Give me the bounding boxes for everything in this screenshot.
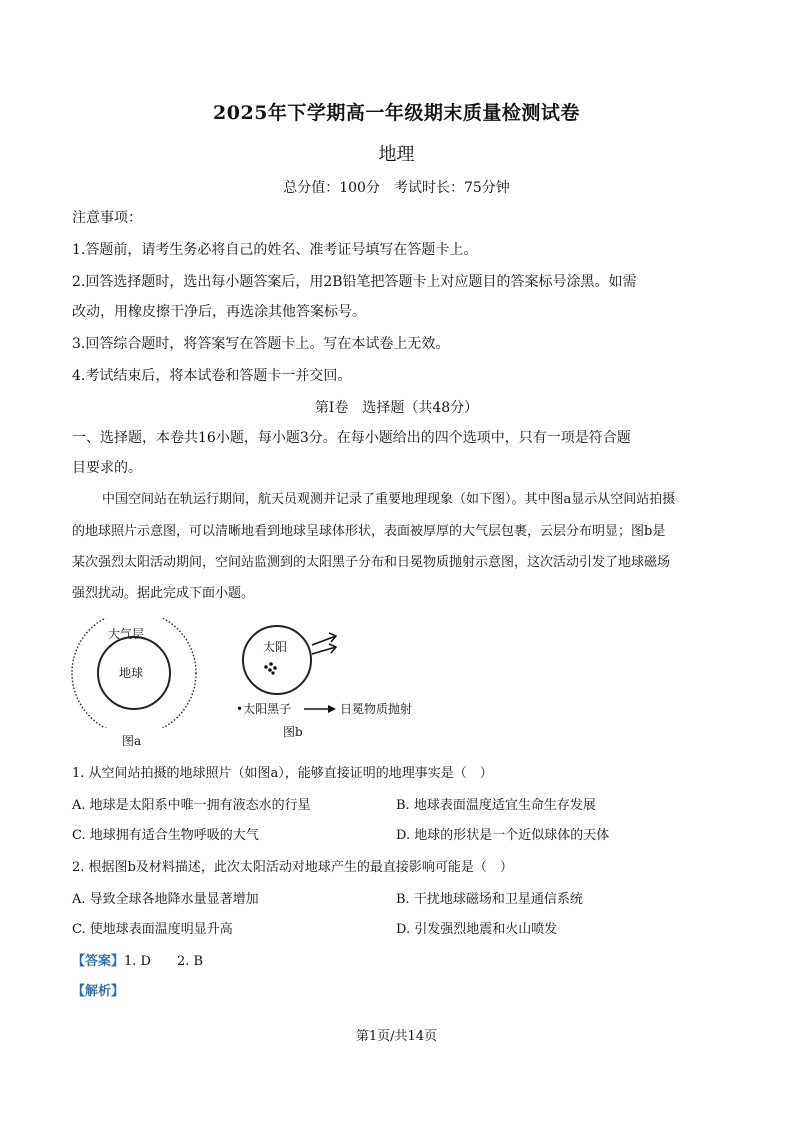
sun-label: 太阳 — [263, 640, 288, 654]
cme-arrows — [312, 633, 336, 654]
notice-item-1: 1.答题前，请考生务必将自己的姓名、准考证号填写在答题卡上。 — [72, 242, 478, 258]
analysis-row — [72, 980, 124, 999]
notice-item-2: 2.回答选择题时，选出每小题答案后，用2B铅笔把答题卡上对应题目的答案标号涂黑。如需 — [72, 274, 637, 290]
sunspot-dots — [264, 662, 277, 674]
section-intro-1: 一、选择题，本卷共16小题，每小题3分。在每小题给出的四个选项中，只有一项是符合题 — [72, 430, 631, 446]
figure-a-caption: 图a — [122, 734, 142, 748]
page-footer: 第1页/共14页 — [355, 1029, 438, 1044]
earth-label: 地球 — [119, 666, 144, 680]
sun-activity-diagram — [236, 625, 436, 695]
question-1-option-d: D. 地球的形状是一个近似球体的天体 — [396, 828, 610, 843]
notice-item-2-cont: 改动，用橡皮擦干净后，再选涂其他答案标号。 — [72, 304, 366, 320]
notice-heading: 注意事项： — [72, 210, 142, 226]
analysis-tag: 【解析】 — [72, 984, 125, 999]
question-2-stem: 2. 根据图b及材料描述，此次太阳活动对地球产生的最直接影响可能是（ ） — [72, 860, 513, 875]
question-1-option-a: A. 地球是太阳系中唯一拥有液态水的行星 — [72, 798, 311, 813]
answer-text: 1. D 2. B — [124, 954, 204, 969]
sun-circle — [243, 626, 311, 694]
figure-b — [236, 625, 436, 740]
section-heading: 第Ⅰ卷 选择题（共48分） — [314, 400, 479, 416]
question-2-option-d: D. 引发强烈地震和火山喷发 — [396, 922, 558, 937]
question-2-option-a: A. 导致全球各地降水量显著增加 — [72, 892, 259, 907]
figure-b-caption: 图b — [283, 725, 303, 739]
exam-meta: 总分值：100分 考试时长：75分钟 — [283, 180, 510, 196]
notice-item-4: 4.考试结束后，将本试卷和答题卡一并交回。 — [72, 368, 352, 384]
question-1-option-b: B. 地球表面温度适宜生命生存发展 — [396, 798, 596, 813]
question-1-option-c: C. 地球拥有适合生物呼吸的大气 — [72, 828, 259, 843]
sunspot-legend: •太阳黑子 — [236, 702, 292, 716]
cme-legend: 日冕物质抛射 — [340, 702, 413, 716]
notice-item-3: 3.回答综合题时，将答案写在答题卡上。写在本试卷上无效。 — [72, 336, 450, 352]
section-intro-2: 目要求的。 — [72, 460, 142, 476]
exam-title: 2025年下学期高一年级期末质量检测试卷 — [213, 102, 580, 124]
question-1-stem: 1. 从空间站拍摄的地球照片（如图a），能够直接证明的地理事实是（ ） — [72, 766, 493, 781]
question-2-option-b: B. 干扰地球磁场和卫星通信系统 — [396, 892, 583, 907]
answer-row — [72, 950, 203, 969]
atmosphere-label: 大气层 — [108, 627, 145, 641]
material-line-2: 的地球照片示意图，可以清晰地看到地球呈球体形状，表面被厚厚的大气层包裹，云层分布明显；图b是 — [72, 524, 666, 539]
subject-title: 地理 — [378, 144, 415, 165]
figure-a — [70, 618, 200, 748]
answer-tag: 【答案】 — [72, 954, 125, 969]
legend-arrow-icon — [302, 703, 338, 715]
material-line-4: 强烈扰动。据此完成下面小题。 — [72, 586, 255, 601]
material-line-3: 某次强烈太阳活动期间，空间站监测到的太阳黑子分布和日冕物质抛射示意图，这次活动引发了地球磁场 — [72, 555, 671, 570]
question-2-option-c: C. 使地球表面温度明显升高 — [72, 922, 233, 937]
material-line-1: 中国空间站在轨运行期间，航天员观测并记录了重要地理现象（如下图）。其中图a显示从空间站拍摄 — [102, 492, 676, 507]
